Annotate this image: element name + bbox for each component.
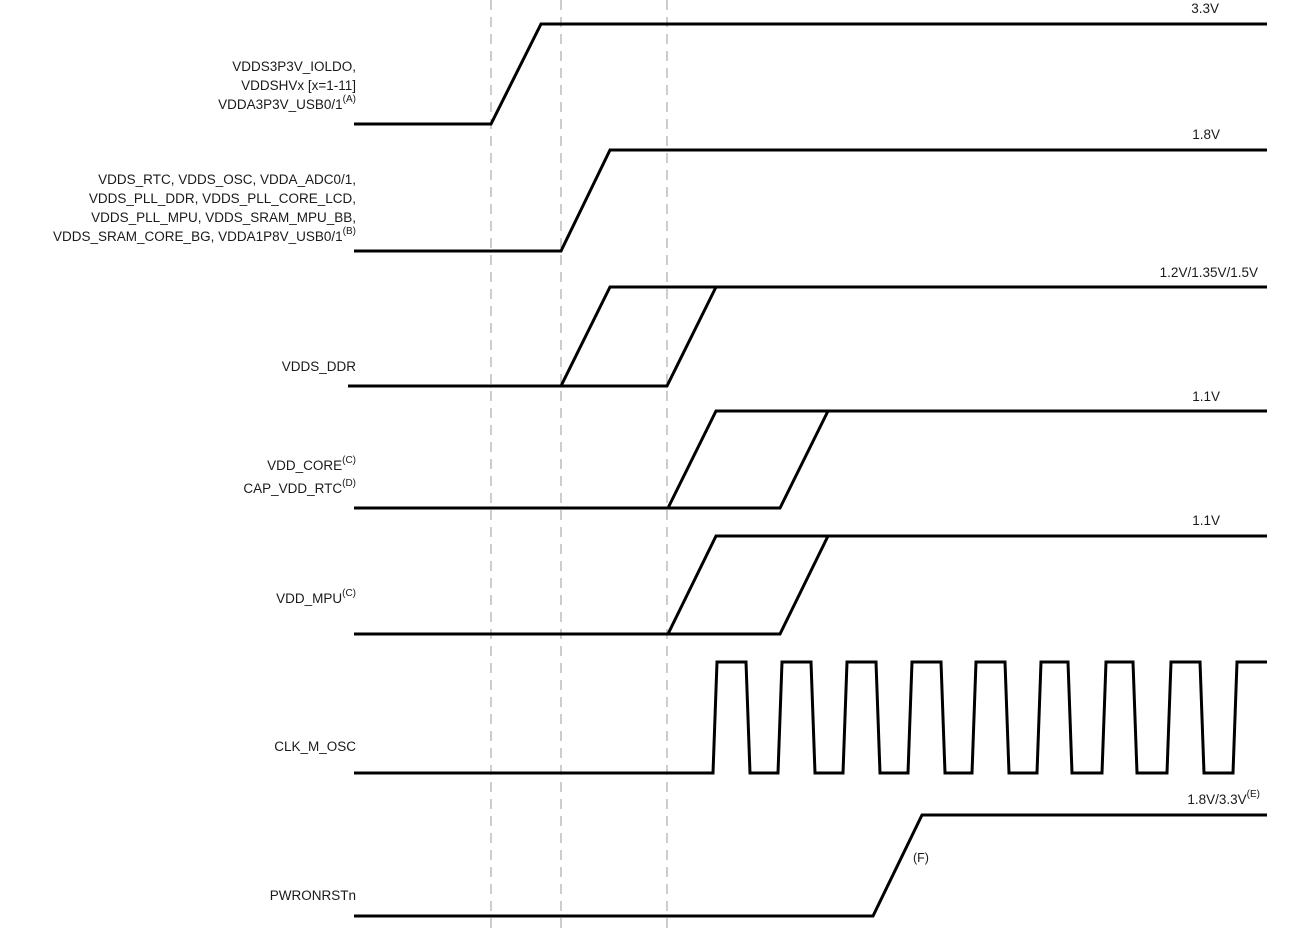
signal-label-line: VDDS_SRAM_CORE_BG, $VDDA1P8V\_USB0/1^{(B)}$ (53, 226, 356, 244)
voltage-label-core-1v1: 1.1V (1192, 389, 1220, 404)
voltage-label-3v3: 3.3V (1191, 1, 1219, 16)
signal-label-vdds3p3v-rails (0, 57, 356, 114)
footnote-ref-e: (E) (1246, 789, 1260, 800)
voltage-label-mpu-1v1: 1.1V (1192, 513, 1220, 528)
signal-label-line: PWRONRSTn (269, 888, 356, 903)
waveform-vdds-ddr (561, 287, 1267, 386)
footnote-ref-c: (C) (342, 588, 356, 599)
signal-label-line: $VDD\_CORE^{(C)}$ (267, 455, 356, 473)
waveform-vdd-core-cap-vdd-rtc (354, 411, 828, 508)
footnote-ref-c: (C) (342, 455, 356, 466)
footnote-ref-b: (B) (342, 226, 356, 237)
signal-label-line: VDDS_PLL_MPU, VDDS_SRAM_MPU_BB, (91, 210, 356, 225)
footnote-ref-a: (A) (342, 94, 356, 105)
waveform-vdd-core-cap-vdd-rtc (668, 411, 1267, 508)
signal-label-line: $VDD\_MPU^{(C)}$ (276, 588, 356, 606)
signal-label-line: $VDDA3P3V\_USB0/1^{(A)}$ (218, 94, 356, 112)
waveform-vdd-mpu (668, 536, 1267, 634)
voltage-label-ddr: 1.2V/1.35V/1.5V (1159, 265, 1258, 280)
signal-label-vdd-core-cap-vdd-rtc (0, 454, 356, 500)
voltage-label-pwronrstn: $1.8V/3.3V^{(E)}$ (1187, 789, 1260, 807)
waveform-vdd-mpu (354, 536, 828, 634)
waveform-vdds-ddr (348, 287, 716, 386)
signal-label-line: VDDS_RTC, VDDS_OSC, VDDA_ADC0/1, (98, 172, 356, 187)
signal-label-line: VDDS_DDR (281, 359, 356, 374)
voltage-label-1v8: 1.8V (1192, 127, 1220, 142)
signal-label-vdd-mpu (0, 589, 356, 608)
waveform-vdds-1p8v-rails (354, 150, 1267, 251)
signal-label-line: $CAP\_VDD\_RTC^{(D)}$ (243, 478, 356, 496)
signal-label-line: VDDSHVx [x=1-11] (241, 78, 356, 93)
signal-label-line: VDDS3P3V_IOLDO, (232, 59, 356, 74)
signal-label-vdds-ddr (0, 357, 356, 376)
signal-label-vdds-1p8v-rails (0, 170, 356, 246)
signal-label-line: VDDS_PLL_DDR, VDDS_PLL_CORE_LCD, (88, 191, 356, 206)
waveform-pwronrstn (354, 815, 1267, 916)
footnote-ref-d: (D) (342, 478, 356, 489)
footnote-ref-f: (F) (913, 851, 929, 865)
signal-label-line: CLK_M_OSC (274, 739, 356, 754)
signal-label-clk-m-osc (0, 737, 356, 756)
signal-label-pwronrstn (0, 886, 356, 905)
